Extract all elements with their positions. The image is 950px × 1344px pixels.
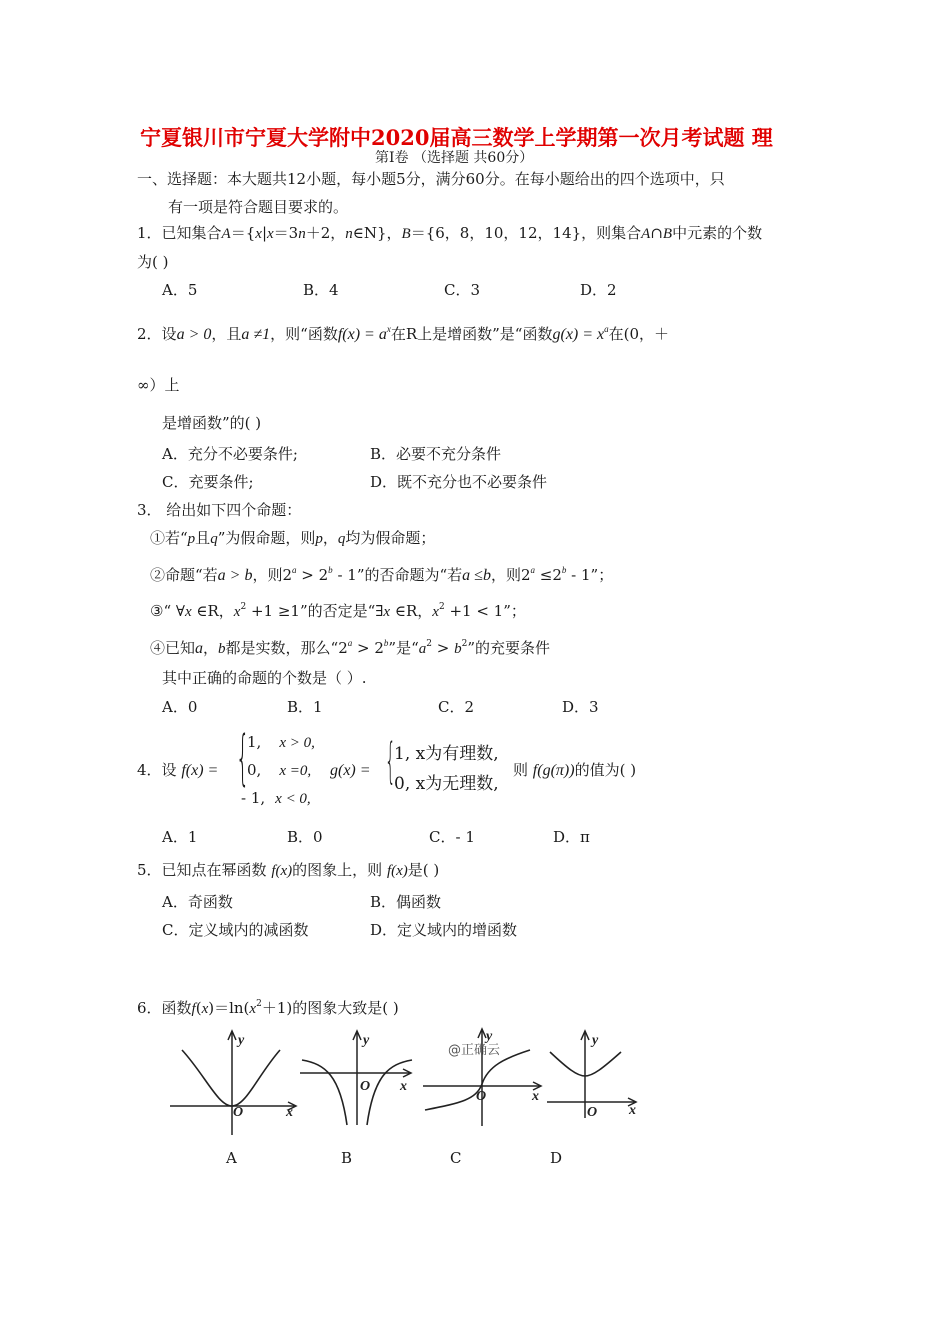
q3-option-c: C．2 — [438, 698, 475, 716]
q5-option-b: B．偶函数 — [370, 893, 442, 911]
f-piecewise-brace: { — [236, 723, 250, 793]
q4-option-c: C．- 1 — [429, 828, 475, 846]
section-intro-line2: 有一项是符合题目要求的。 — [168, 198, 349, 216]
q2-option-a: A．充分不必要条件; — [162, 445, 298, 463]
question-4-label: 4．设 f(x) = — [137, 761, 219, 779]
question-2-line2: ∞）上 — [137, 376, 180, 394]
q3-proposition-1: ①若“p且q”为假命题，则p，q均为假命题； — [150, 529, 436, 547]
axis-y-label: y — [238, 1033, 245, 1048]
q1-option-a: A．5 — [162, 281, 198, 299]
question-1-line2: 为( ) — [137, 253, 169, 271]
watermark: @正确云 — [448, 1043, 501, 1058]
g-piece-2: 0, x为无理数, — [394, 774, 499, 794]
g-piece-1: 1, x为有理数, — [394, 744, 499, 764]
q3-proposition-4: ④已知a，b都是实数，那么“$2^a > 2^b$”是“$a^2 > b^2$”的充要条件 — [150, 638, 550, 657]
q1-option-b: B．4 — [303, 281, 339, 299]
question-1-text: 1．已知集合A＝{x|x＝3n＋2，n∈N}，B＝{6，8，10，12，14}，则集合A∩B中元素的个数 — [137, 224, 763, 242]
f-piece-1: 1, x > 0, — [247, 733, 315, 751]
origin-label: O — [587, 1105, 598, 1120]
graph-label-d: D — [550, 1149, 563, 1167]
axis-y-label: y — [486, 1029, 493, 1044]
f-piece-3: - 1, x < 0, — [241, 789, 311, 807]
graph-label-b: B — [341, 1149, 353, 1167]
axis-x-label: x — [629, 1103, 636, 1118]
g-piecewise-brace: { — [385, 733, 396, 789]
origin-label: O — [476, 1089, 487, 1104]
section-intro-line1: 一、选择题：本大题共12小题，每小题5分，满分60分。在每小题给出的四个选项中，只 — [137, 170, 725, 188]
section-subtitle: 第Ⅰ卷 （选择题 共60分） — [375, 150, 534, 166]
question-3-header: 3． 给出如下四个命题： — [137, 501, 302, 519]
question-2-text: 2．设a > 0，且a ≠1，则“函数$f(x) = a^x$在R上是增函数”是“函数$g(x) = x^a$在(0，＋ — [137, 324, 670, 343]
q5-option-c: C．定义域内的减函数 — [162, 921, 309, 939]
q2-option-b: B．必要不充分条件 — [370, 445, 502, 463]
q3-tail: 其中正确的命题的个数是（ ）. — [162, 669, 367, 687]
graph-label-c: C — [450, 1149, 462, 1167]
graph-label-a: A — [226, 1149, 237, 1167]
q5-option-d: D．定义域内的增函数 — [370, 921, 518, 939]
q1-option-c: C．3 — [444, 281, 481, 299]
q3-proposition-3: ③“ ∀x ∈R，$x^2 +1 \ge 1$”的否定是“∃x ∈R，$x^2 +1 < 1$”； — [150, 602, 526, 620]
question-2-line3: 是增函数”的( ) — [162, 414, 262, 432]
graph-d — [545, 1028, 645, 1128]
graph-a — [170, 1030, 300, 1140]
q5-option-a: A．奇函数 — [162, 893, 233, 911]
g-function-label: g(x) = — [330, 762, 371, 779]
graph-b — [300, 1030, 420, 1130]
origin-label: O — [233, 1105, 244, 1120]
origin-label: O — [360, 1079, 371, 1094]
q2-option-c: C．充要条件; — [162, 473, 254, 491]
f-piece-2: 0, x =0, — [247, 761, 312, 779]
axis-x-label: x — [532, 1089, 539, 1104]
q4-option-a: A．1 — [162, 828, 198, 846]
q3-option-b: B．1 — [287, 698, 323, 716]
question-5-text: 5．已知点在幂函数 f(x)的图象上，则 f(x)是( ) — [137, 861, 440, 879]
axis-x-label: x — [400, 1079, 407, 1094]
axis-y-label: y — [592, 1033, 599, 1048]
q4-option-b: B．0 — [287, 828, 323, 846]
axis-y-label: y — [363, 1033, 370, 1048]
q3-option-a: A．0 — [162, 698, 198, 716]
question-4-tail: 则 f(g(π))的值为( ) — [513, 761, 637, 779]
q3-option-d: D．3 — [562, 698, 599, 716]
axis-x-label: x — [286, 1105, 293, 1120]
q4-option-d: D．π — [553, 828, 590, 846]
question-6-text: 6．函数$f(x)=\ln(x^2+1)$的图象大致是( ) — [137, 999, 399, 1017]
q1-option-d: D．2 — [580, 281, 617, 299]
q2-option-d: D．既不充分也不必要条件 — [370, 473, 548, 491]
q3-proposition-2: ②命题“若a > b，则$2^a > 2^b - 1$”的否命题为“若a ≤b，则$2^a \le 2^b - 1$”； — [150, 565, 614, 584]
page-title: 宁夏银川市宁夏大学附中2020届高三数学上学期第一次月考试题 理 — [140, 125, 773, 150]
